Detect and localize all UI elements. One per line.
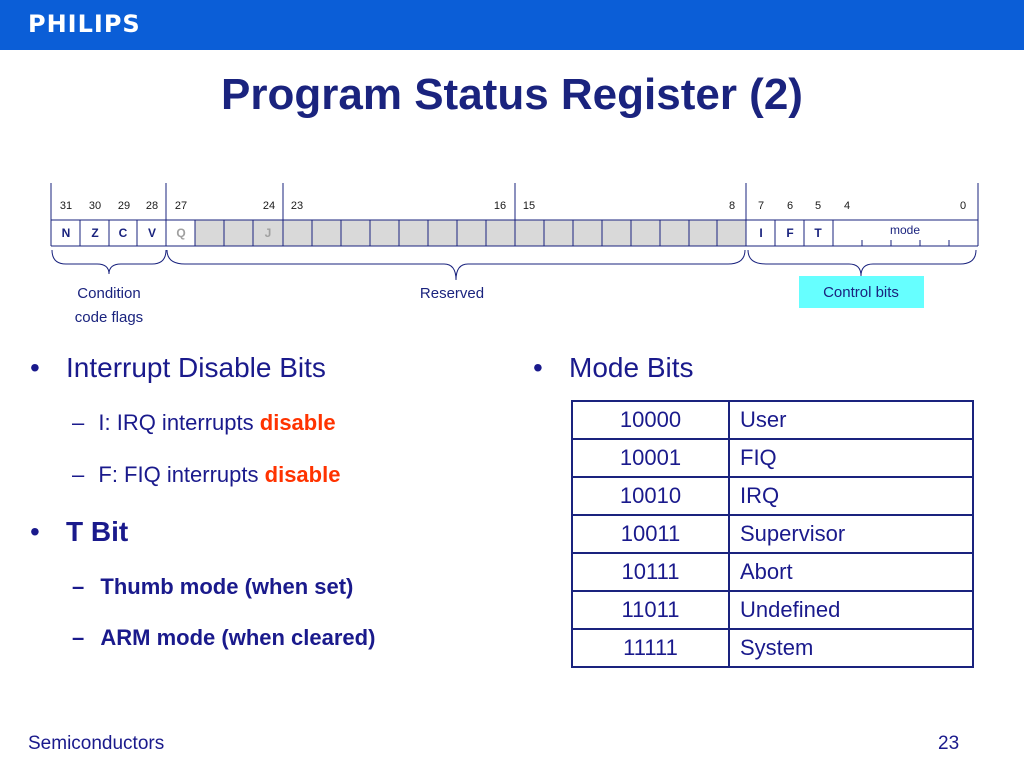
flag-v: V <box>147 226 157 240</box>
mode-code: 11111 <box>572 629 729 667</box>
mode-name: FIQ <box>729 439 973 477</box>
flag-n: N <box>61 226 71 240</box>
reserved-cell-25 <box>224 220 253 246</box>
flag-f: F <box>786 226 794 240</box>
page-number: 23 <box>938 733 960 754</box>
reserved-brace <box>167 250 745 280</box>
bullet-text: T Bit <box>66 516 129 547</box>
bit-number-5: 5 <box>814 200 822 212</box>
table-row <box>572 553 973 591</box>
bit-number-15: 15 <box>522 200 536 212</box>
arm-text: ARM mode (when cleared) <box>100 625 376 650</box>
flag-z: Z <box>91 226 99 240</box>
bit-number-27: 27 <box>174 200 188 212</box>
table-row <box>572 629 973 667</box>
bullet-text: Interrupt Disable Bits <box>66 352 326 383</box>
mode-code: 10000 <box>572 401 729 439</box>
table-row <box>572 439 973 477</box>
bullet-glyph: • <box>30 516 40 547</box>
bit-number-7: 7 <box>757 200 765 212</box>
reserved-cell-26 <box>195 220 224 246</box>
mode-name: Undefined <box>729 591 973 629</box>
flag-q: Q <box>176 226 186 240</box>
fiq-text: F: FIQ interrupts <box>98 462 265 487</box>
bullet-glyph: • <box>533 352 543 383</box>
bullet-text: Mode Bits <box>569 352 694 383</box>
register-diagram <box>0 0 1024 340</box>
mode-name: Supervisor <box>729 515 973 553</box>
reserved-label: Reserved <box>419 285 485 302</box>
thumb-text: Thumb mode (when set) <box>100 574 354 599</box>
bullet-interrupt-disable <box>30 352 326 384</box>
sub-thumb <box>72 574 353 600</box>
dash-glyph: – <box>72 625 85 650</box>
bullet-glyph: • <box>30 352 40 383</box>
mode-name: System <box>729 629 973 667</box>
mode-code: 10111 <box>572 553 729 591</box>
mode-code: 10011 <box>572 515 729 553</box>
sub-irq <box>72 410 336 436</box>
mode-name: IRQ <box>729 477 973 515</box>
bit-number-4: 4 <box>843 200 851 212</box>
bit-number-16: 16 <box>493 200 507 212</box>
sub-arm <box>72 625 375 651</box>
dash-glyph: – <box>72 462 85 487</box>
control-bits-label: Control bits <box>823 284 899 301</box>
dash-glyph: – <box>72 574 85 599</box>
slide-title: Program Status Register (2) <box>221 70 803 119</box>
flag-i: I <box>759 226 763 240</box>
table-row <box>572 591 973 629</box>
table-row <box>572 477 973 515</box>
mode-name: User <box>729 401 973 439</box>
mode-code: 11011 <box>572 591 729 629</box>
bullet-mode-bits <box>533 352 694 384</box>
mode-code: 10001 <box>572 439 729 477</box>
sub-fiq <box>72 462 340 488</box>
philips-logo: PHILIPS <box>28 10 141 38</box>
bit-number-23: 23 <box>290 200 304 212</box>
mode-code: 10010 <box>572 477 729 515</box>
bit-number-28: 28 <box>145 200 159 212</box>
bit-number-0: 0 <box>959 200 967 212</box>
table-row <box>572 515 973 553</box>
bit-number-30: 30 <box>88 200 102 212</box>
condition-brace <box>52 250 166 274</box>
flag-t: T <box>814 226 822 240</box>
bit-number-6: 6 <box>786 200 794 212</box>
condition-label-line2: code flags <box>74 309 144 326</box>
bit-number-29: 29 <box>117 200 131 212</box>
table-row <box>572 401 973 439</box>
mode-field-label: mode <box>889 223 921 237</box>
footer-label: Semiconductors <box>28 733 165 754</box>
fiq-disable-emph: disable <box>264 462 341 487</box>
bullet-t-bit <box>30 516 129 548</box>
mode-name: Abort <box>729 553 973 591</box>
irq-disable-emph: disable <box>259 410 336 435</box>
flag-c: C <box>118 226 128 240</box>
mode-bits-table <box>571 400 974 668</box>
control-brace <box>748 250 976 276</box>
flag-j: J <box>264 226 272 240</box>
bit-number-31: 31 <box>59 200 73 212</box>
bit-number-24: 24 <box>262 200 276 212</box>
condition-label-line1: Condition <box>77 285 141 302</box>
irq-text: I: IRQ interrupts <box>98 410 260 435</box>
bit-number-8: 8 <box>728 200 736 212</box>
dash-glyph: – <box>72 410 85 435</box>
